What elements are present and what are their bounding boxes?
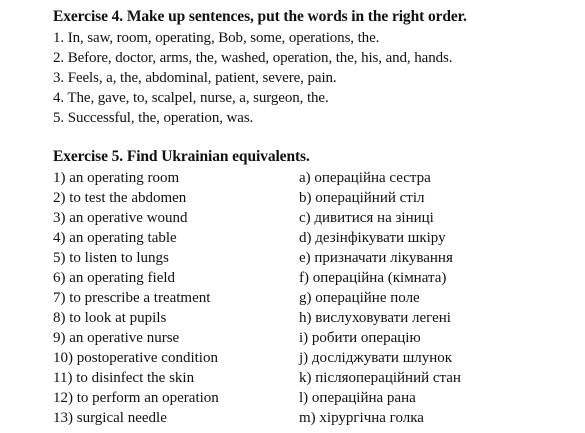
ukrainian-equivalent: l) операційна рана bbox=[299, 390, 416, 406]
exercise-4-item: 4. The, gave, to, scalpel, nurse, a, surgeon, the. bbox=[53, 90, 329, 106]
ukrainian-equivalent: k) післяопераційний стан bbox=[299, 370, 461, 386]
ukrainian-equivalent: g) операційне поле bbox=[299, 290, 420, 306]
exercise-4-item: 3. Feels, a, the, abdominal, patient, severe, pain. bbox=[53, 70, 337, 86]
english-term: 12) to perform an operation bbox=[53, 390, 219, 406]
exercise-4-item: 1. In, saw, room, operating, Bob, some, operations, the. bbox=[53, 30, 380, 46]
ukrainian-equivalent: b) операційний стіл bbox=[299, 190, 425, 206]
exercise-4-item: 2. Before, doctor, arms, the, washed, operation, the, his, and, hands. bbox=[53, 50, 453, 66]
exercise-4-item: 5. Successful, the, operation, was. bbox=[53, 110, 254, 126]
ukrainian-equivalent: h) вислуховувати легені bbox=[299, 310, 451, 326]
ukrainian-equivalent: f) операційна (кімната) bbox=[299, 270, 447, 286]
english-term: 7) to prescribe a treatment bbox=[53, 290, 211, 306]
ukrainian-equivalent: e) призначати лікування bbox=[299, 250, 453, 266]
english-term: 10) postoperative condition bbox=[53, 350, 218, 366]
english-term: 9) an operative nurse bbox=[53, 330, 180, 346]
ukrainian-equivalent: m) хірургічна голка bbox=[299, 410, 424, 426]
english-term: 6) an operating field bbox=[53, 270, 176, 286]
ukrainian-equivalent: j) досліджувати шлунок bbox=[299, 350, 453, 366]
exercise-5-title: Exercise 5. Find Ukrainian equivalents. bbox=[53, 148, 310, 165]
exercise-4-title: Exercise 4. Make up sentences, put the words in the right order. bbox=[53, 8, 467, 25]
ukrainian-equivalent: a) операційна сестра bbox=[299, 170, 431, 186]
english-term: 3) an operative wound bbox=[53, 210, 188, 226]
english-term: 4) an operating table bbox=[53, 230, 177, 246]
english-term: 1) an operating room bbox=[53, 170, 180, 186]
ukrainian-equivalent: d) дезінфікувати шкіру bbox=[299, 230, 446, 246]
english-term: 13) surgical needle bbox=[53, 410, 167, 426]
ukrainian-equivalent: c) дивитися на зіниці bbox=[299, 210, 434, 226]
english-term: 5) to listen to lungs bbox=[53, 250, 169, 266]
english-term: 11) to disinfect the skin bbox=[53, 370, 195, 386]
ukrainian-equivalent: i) робити операцію bbox=[299, 330, 421, 346]
english-term: 8) to look at pupils bbox=[53, 310, 167, 326]
english-term: 2) to test the abdomen bbox=[53, 190, 187, 206]
